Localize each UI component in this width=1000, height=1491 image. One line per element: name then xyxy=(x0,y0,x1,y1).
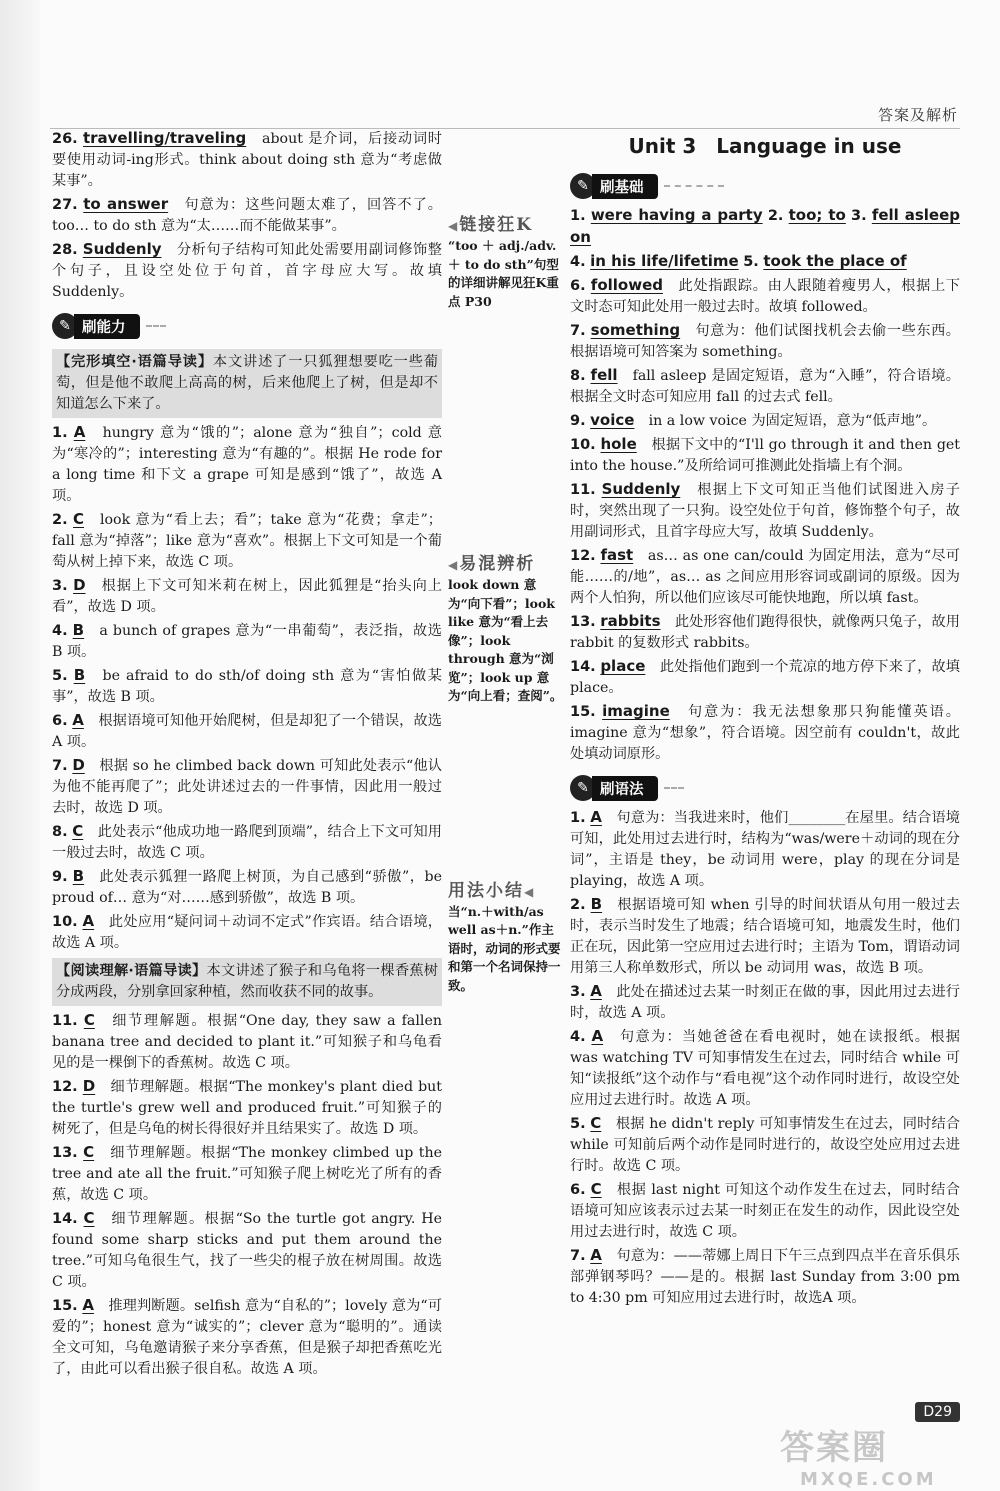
item-number: 15. xyxy=(52,1298,78,1314)
item-number: 13. xyxy=(570,614,596,630)
answer-item xyxy=(570,365,960,408)
item-explanation: look 意为“看上去；看”；take 意为“花费；拿走”；fall 意为“掉落”；like 意为“喜欢”。根据上下文可知是一个葡萄从树上掉下来，故选 C 项。 xyxy=(52,512,442,570)
item-number: 1. xyxy=(52,425,68,441)
answer-item xyxy=(52,755,442,819)
item-answer: B xyxy=(590,895,603,913)
item-explanation: 细节理解题。根据“One day, they saw a fallen banana tree and decided to plant it.”可知猴子和乌龟看见的是一棵倒下的香蕉树。故选 C 项。 xyxy=(52,1013,442,1071)
answer-item xyxy=(52,911,442,954)
item-number: 27. xyxy=(52,197,78,213)
item-number: 26. xyxy=(52,131,78,147)
item-answer: C xyxy=(83,1143,95,1161)
page-gutter xyxy=(0,0,40,1491)
answer-item xyxy=(570,410,960,432)
item-number: 14. xyxy=(52,1211,78,1227)
reading-answers xyxy=(52,1010,442,1380)
item-answer: to answer xyxy=(83,195,169,213)
item-number: 12. xyxy=(52,1079,78,1095)
item-explanation: 句意为：当她爸爸在看电视时，她在读报纸。根据 was watching TV 可知事情发生在过去，同时结合 while 可知“读报纸”这个动作与“看电视”这个动作同时进行，故设空处应用过去进行时。故选 A 项。 xyxy=(570,1029,960,1108)
item-number: 9. xyxy=(570,413,586,429)
answer-item xyxy=(570,981,960,1024)
answer-item xyxy=(570,1026,960,1111)
page-header: 答案及解析 xyxy=(877,106,958,124)
watermark: 答案圈 MXQE.COM xyxy=(780,1428,937,1490)
answer-item xyxy=(52,866,442,909)
item-answer: C xyxy=(72,822,84,840)
answer-item xyxy=(570,701,960,765)
item-answer: C xyxy=(83,1209,95,1227)
item-answer: imagine xyxy=(602,702,670,720)
item-explanation: 句意为：他们试图找机会去偷一些东西。根据语境可知答案为 something。 xyxy=(570,323,960,360)
item-number: 14. xyxy=(570,659,596,675)
item-number: 5. xyxy=(52,668,68,684)
item-explanation: 根据语境可知他开始爬树，但是却犯了一个错误，故选 A 项。 xyxy=(52,713,442,750)
item-answer: place xyxy=(600,657,646,675)
item-explanation: in a low voice 为固定短语，意为“低声地”。 xyxy=(648,413,937,429)
answer-item xyxy=(52,1076,442,1140)
item-number: 13. xyxy=(52,1145,78,1161)
item-answer: A xyxy=(73,423,86,441)
tip-title-confusable: ◀易混辨析 xyxy=(448,554,536,574)
answer-item xyxy=(52,1208,442,1293)
answer-item xyxy=(52,1295,442,1380)
left-column xyxy=(52,128,442,1382)
item-number: 11. xyxy=(52,1013,78,1029)
item-explanation: 根据上下文可知米莉在树上，因此狐狸是“抬头向上看”，故选 D 项。 xyxy=(52,578,442,615)
item-explanation: 此处形容他们跑得很快，就像两只兔子，故用 rabbit 的复数形式 rabbits。 xyxy=(570,614,960,651)
item-number: 7. xyxy=(570,323,586,339)
item-answer: A xyxy=(590,1246,602,1264)
answer-item xyxy=(570,1245,960,1309)
item-explanation: about 是介词，后接动词时要使用动词-ing形式。think about doing sth 意为“考虑做某事”。 xyxy=(52,131,442,189)
item-number: 15. xyxy=(570,704,596,720)
item-number: 8. xyxy=(52,824,68,840)
item-answer: B xyxy=(72,867,85,885)
item-answer: hole xyxy=(600,435,637,453)
cloze-guide: 【完形填空·语篇导读】本文讲述了一只狐狸想要吃一些葡萄，但是他不敢爬上高高的树，后来他爬上了树，但是却不知道怎么下来了。 xyxy=(52,349,442,418)
item-answer: A xyxy=(590,982,602,1000)
item-answer: rabbits xyxy=(600,612,661,630)
answer-item xyxy=(570,545,960,609)
answer-item xyxy=(570,894,960,979)
item-explanation: be afraid to do sth/of doing sth 意为“害怕做某事”，故选 B 项。 xyxy=(52,668,442,705)
item-answer: C xyxy=(590,1114,602,1132)
answer-item xyxy=(570,656,960,699)
answer-item xyxy=(52,239,442,303)
tip-usage: 当“n.＋with/as well as＋n.”作主语时，动词的形式要和第一个名词保持一致。 xyxy=(448,903,561,993)
item-answer: followed xyxy=(590,276,663,294)
item-explanation: 此处在描述过去某一时刻正在做的事，因此用过去进行时，故选 A 项。 xyxy=(570,984,960,1021)
answer-item xyxy=(52,194,442,237)
answer-item xyxy=(52,1010,442,1074)
answer-item xyxy=(52,509,442,573)
item-answer: voice xyxy=(590,411,635,429)
answer-item xyxy=(52,665,442,708)
item-explanation: 句意为：——蒂娜上周日下午三点到四点半在音乐俱乐部弹钢琴吗？——是的。根据 last Sunday from 3:00 pm to 4:30 pm 可知应用过去进行时，故选A 项。 xyxy=(570,1248,960,1306)
item-explanation: 推理判断题。selfish 意为“自私的”；lovely 意为“可爱的”；honest 意为“诚实的”；clever 意为“聪明的”。通读全文可知，乌龟邀请猴子来分享香蕉，但是猴子却把香蕉吃光了，由此可以看出猴子很自私。故选 A 项。 xyxy=(52,1298,442,1377)
item-number: 4. xyxy=(570,1029,586,1045)
item-explanation: 句意为：我无法想象那只狗能懂英语。imagine 意为“想象”，符合语境。因空前有 couldn't，故此处填动词原形。 xyxy=(570,704,960,762)
item-answer: A xyxy=(82,912,95,930)
item-explanation: 分析句子结构可知此处需要用副词修饰整个句子，且设空处位于句首，首字母应大写。故填 Suddenly。 xyxy=(52,242,442,300)
section-ability: ✎ 刷能力 xyxy=(52,313,166,339)
item-answer: Suddenly xyxy=(601,480,681,498)
item-explanation: 根据语境可知 when 引导的时间状语从句用一般过去时，表示当时发生了地震；结合语境可知，地震发生时，他们正在玩，因此第一空应用过去进行时；主语为 Tom，谓语动词用第三人称单数形式，所以 be 动词用 was，故选 B 项。 xyxy=(570,897,960,976)
item-number: 11. xyxy=(570,482,596,498)
answer-item xyxy=(570,1179,960,1243)
item-number: 5. xyxy=(570,1116,586,1132)
item-explanation: hungry 意为“饿的”；alone 意为“独自”；cold 意为“寒冷的”；interesting 意为“有趣的”。根据 He rode for a long time 和下文 a grape 可知是感到“饿了”，故选 A 项。 xyxy=(52,425,442,504)
item-explanation: 细节理解题。根据“So the turtle got angry. He found some sharp sticks and put them around the tree.”可知乌龟很生气，找了一些尖的棍子放在树周围。故选 C 项。 xyxy=(52,1211,442,1290)
basics-answers xyxy=(570,275,960,765)
pen-icon: ✎ xyxy=(52,313,78,339)
item-number: 12. xyxy=(570,548,596,564)
item-explanation: 根据下文中的“I'll go through it and then get into the house.”及所给词可推测此处指墙上有个洞。 xyxy=(570,437,960,474)
item-explanation: 此处指他们跑到一个荒凉的地方停下来了，故填 place。 xyxy=(570,659,960,696)
item-number: 2. xyxy=(52,512,68,528)
section-grammar: ✎ 刷语法 xyxy=(570,775,684,801)
side-notes xyxy=(448,128,564,995)
item-answer: A xyxy=(591,1027,604,1045)
answer-item xyxy=(52,128,442,192)
basics-line-1: 1. were having a party 2. too; to 3. fell asleep on xyxy=(570,206,960,246)
item-answer: C xyxy=(590,1180,602,1198)
item-explanation: 句意为：这些问题太难了，回答不了。too… to do sth 意为“太……而不能做某事”。 xyxy=(52,197,442,234)
item-answer: A xyxy=(72,711,84,729)
item-number: 8. xyxy=(570,368,586,384)
item-answer: C xyxy=(73,510,85,528)
item-answer: B xyxy=(72,621,85,639)
item-number: 2. xyxy=(570,897,586,913)
item-number: 7. xyxy=(570,1248,586,1264)
item-explanation: 句意为：当我进来时，他们________在屋里。结合语境可知，此处用过去进行时，结构为“was/were＋动词的现在分词”，主语是 they，be 动词用 were，play 的现在分词是 playing，故选 A 项。 xyxy=(570,810,960,889)
tip-confusable: look down 意为“向下看”；look like 意为“看上去像”；look through 意为“浏览”；look up 意为“向上看；查阅”。 xyxy=(448,577,563,703)
page-number: D29 xyxy=(915,1402,960,1422)
answer-item xyxy=(52,710,442,753)
item-number: 10. xyxy=(570,437,596,453)
item-answer: Suddenly xyxy=(82,240,162,258)
item-explanation: 根据 he didn't reply 可知事情发生在过去，同时结合 while 可知前后两个动作是同时进行的，故设空处应用过去进行时。故选 C 项。 xyxy=(570,1116,960,1174)
item-explanation: 根据 so he climbed back down 可知此处表示“他认为他不能再爬了”；此处讲述过去的一件事情，因此用一般过去时，故选 D 项。 xyxy=(52,758,442,816)
item-explanation: as… as one can/could 为固定用法，意为“尽可能……的/地”，as… as 之间应用形容词或副词的原级。因为两个人怕狗，所以他们应该尽可能快地跑，所以填 fast。 xyxy=(570,548,960,606)
answer-item xyxy=(570,479,960,543)
pen-icon: ✎ xyxy=(570,775,596,801)
item-number: 6. xyxy=(570,278,586,294)
reading-guide: 【阅读理解·语篇导读】本文讲述了猴子和乌龟将一棵香蕉树分成两段，分别拿回家种植，然而收获不同的故事。 xyxy=(52,958,442,1006)
answer-item xyxy=(570,807,960,892)
answer-item xyxy=(570,611,960,654)
pen-icon: ✎ xyxy=(570,173,596,199)
item-explanation: 此处表示狐狸一路爬上树顶，为自己感到“骄傲”，be proud of… 意为“对……感到骄傲”，故选 B 项。 xyxy=(52,869,442,906)
answer-item xyxy=(570,434,960,477)
item-number: 6. xyxy=(52,713,68,729)
tip-title-usage: 用法小结◀ xyxy=(448,880,536,901)
item-number: 1. xyxy=(570,810,586,826)
item-answer: A xyxy=(82,1296,94,1314)
cloze-answers xyxy=(52,422,442,954)
item-answer: fast xyxy=(600,546,634,564)
answer-item xyxy=(570,275,960,318)
right-column xyxy=(570,128,960,1311)
item-number: 4. xyxy=(52,623,68,639)
item-answer: B xyxy=(73,666,86,684)
answer-item xyxy=(570,320,960,363)
item-number: 9. xyxy=(52,869,68,885)
item-number: 7. xyxy=(52,758,68,774)
item-answer: travelling/traveling xyxy=(82,129,247,147)
answer-item xyxy=(570,1113,960,1177)
item-explanation: 根据 last night 可知这个动作发生在过去，同时结合语境可知应该表示过去某一时刻正在发生的动作，因此设空处用过去进行时，故选 C 项。 xyxy=(570,1182,960,1240)
grammar-answers xyxy=(570,807,960,1309)
unit-title: Unit 3 Language in use xyxy=(628,134,902,158)
item-answer: fell xyxy=(590,366,618,384)
item-explanation: 根据上下文可知正当他们试图进入房子时，突然出现了一只狗。设空处位于句首，修饰整个句子，故用副词形式，且首字母应大写，故填 Suddenly。 xyxy=(570,482,960,540)
item-number: 3. xyxy=(570,984,586,1000)
item-explanation: a bunch of grapes 意为“一串葡萄”，表泛指，故选 B 项。 xyxy=(52,623,442,660)
tip-link: “too ＋ adj./adv.＋ to do sth”句型的详细讲解见狂K重点 P30 xyxy=(448,238,559,309)
item-explanation: 细节理解题。根据“The monkey's plant died but the turtle's grew well and produced fruit.”可知猴子的树死了，但是乌龟的树长得很好并且结果实了。故选 D 项。 xyxy=(52,1079,443,1137)
item-number: 6. xyxy=(570,1182,586,1198)
item-number: 28. xyxy=(52,242,78,258)
answer-item xyxy=(52,1142,442,1206)
item-explanation: 细节理解题。根据“The monkey climbed up the tree and ate all the fruit.”可知猴子爬上树吃光了所有的香蕉，故选 C 项。 xyxy=(52,1145,442,1203)
section-basics: ✎ 刷基础 xyxy=(570,173,724,199)
item-answer: D xyxy=(73,576,86,594)
item-number: 10. xyxy=(52,914,78,930)
item-explanation: 此处应用“疑问词＋动词不定式”作宾语。结合语境，故选 A 项。 xyxy=(52,914,442,951)
item-answer: something xyxy=(590,321,681,339)
answer-item xyxy=(52,575,442,618)
answer-item xyxy=(52,821,442,864)
item-explanation: 此处表示“他成功地一路爬到顶端”，结合上下文可知用一般过去时，故选 C 项。 xyxy=(52,824,442,861)
item-answer: A xyxy=(590,808,602,826)
top-items xyxy=(52,128,442,303)
item-explanation: fall asleep 是固定短语，意为“入睡”，符合语境。根据全文时态可知应用 fall 的过去式 fell。 xyxy=(570,368,960,405)
tip-title-link: ◀链接狂K xyxy=(448,215,534,235)
item-answer: C xyxy=(83,1011,95,1029)
answer-item xyxy=(52,620,442,663)
item-answer: D xyxy=(82,1077,96,1095)
answer-item xyxy=(52,422,442,507)
item-number: 3. xyxy=(52,578,68,594)
item-explanation: 此处指跟踪。由人跟随着瘦男人，根据上下文时态可知此处用一般过去时。故填 followed。 xyxy=(570,278,960,315)
basics-line-2: 4. in his life/lifetime 5. took the place of xyxy=(570,252,907,270)
item-answer: D xyxy=(72,756,85,774)
